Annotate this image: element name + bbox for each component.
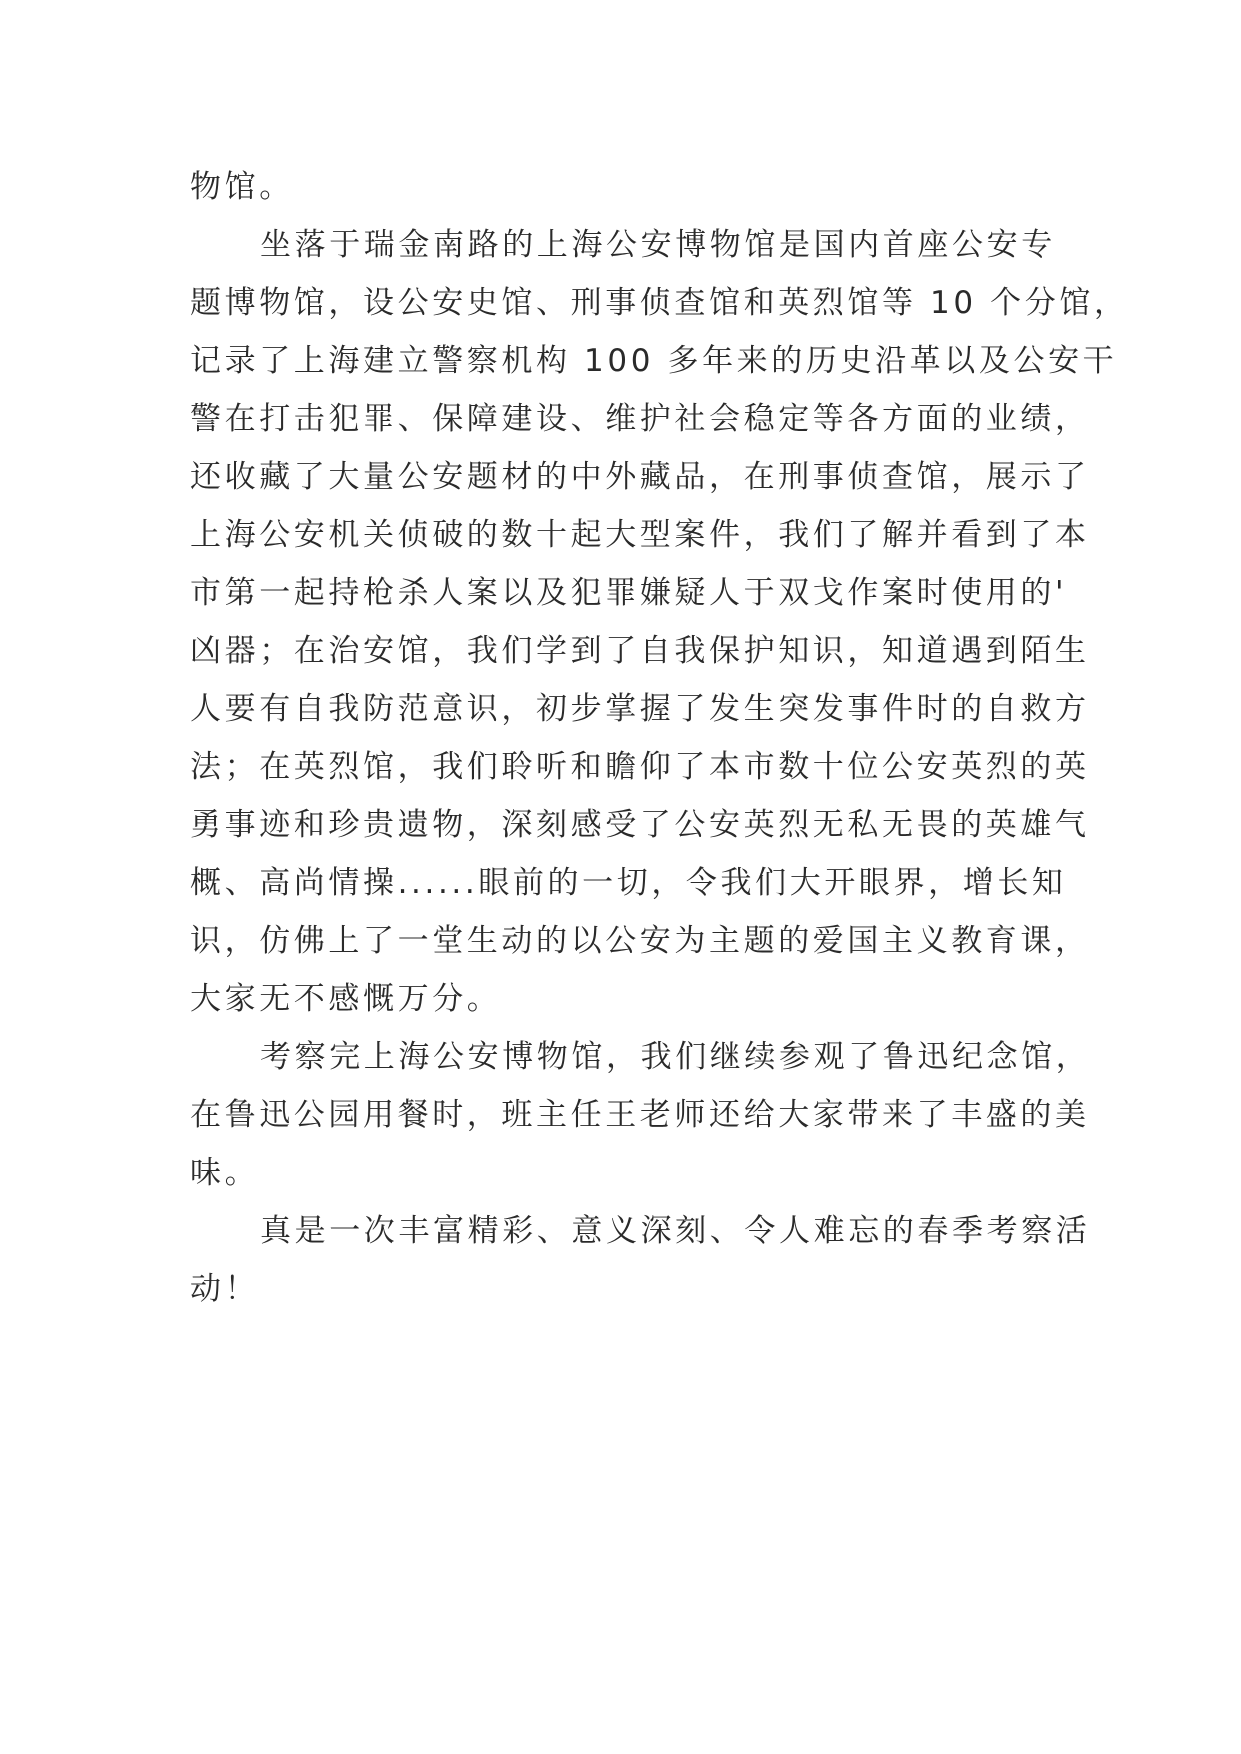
- text-line: 大家无不感慨万分。: [190, 981, 502, 1017]
- text-line: 题博物馆，设公安史馆、刑事侦查馆和英烈馆等 10 个分馆，: [190, 285, 1129, 321]
- paragraph-museum: [190, 216, 1129, 1028]
- text-line: 动！: [190, 1271, 260, 1307]
- text-line: 坐落于瑞金南路的上海公安博物馆是国内首座公安专: [260, 227, 1056, 263]
- text-line: 上海公安机关侦破的数十起大型案件，我们了解并看到了本: [190, 517, 1090, 553]
- paragraph-luxun: [190, 1028, 1091, 1202]
- text-line: 识，仿佛上了一堂生动的以公安为主题的爱国主义教育课，: [190, 923, 1090, 959]
- text-line: 还收藏了大量公安题材的中外藏品，在刑事侦查馆，展示了: [190, 459, 1090, 495]
- text-line: 市第一起持枪杀人案以及犯罪嫌疑人于双戈作案时使用的': [190, 575, 1068, 611]
- document-body: [190, 158, 1129, 1318]
- text-line: 人要有自我防范意识，初步掌握了发生突发事件时的自救方: [190, 691, 1090, 727]
- paragraph-conclusion: [190, 1202, 1091, 1318]
- text-line: 凶器；在治安馆，我们学到了自我保护知识，知道遇到陌生: [190, 633, 1090, 669]
- text-line: 物馆。: [190, 169, 294, 205]
- text-line: 味。: [190, 1155, 260, 1191]
- text-line: 记录了上海建立警察机构 100 多年来的历史沿革以及公安干: [190, 343, 1118, 379]
- text-line: 警在打击犯罪、保障建设、维护社会稳定等各方面的业绩，: [190, 401, 1090, 437]
- text-line: 在鲁迅公园用餐时，班主任王老师还给大家带来了丰盛的美: [190, 1097, 1090, 1133]
- text-line: 法；在英烈馆，我们聆听和瞻仰了本市数十位公安英烈的英: [190, 749, 1090, 785]
- text-line: 勇事迹和珍贵遗物，深刻感受了公安英烈无私无畏的英雄气: [190, 807, 1090, 843]
- text-line: 真是一次丰富精彩、意义深刻、令人难忘的春季考察活: [260, 1213, 1091, 1249]
- text-line: 概、高尚情操......眼前的一切，令我们大开眼界，增长知: [190, 865, 1067, 901]
- text-line: 考察完上海公安博物馆，我们继续参观了鲁迅纪念馆，: [260, 1039, 1091, 1075]
- paragraph-continuation: [190, 158, 1070, 216]
